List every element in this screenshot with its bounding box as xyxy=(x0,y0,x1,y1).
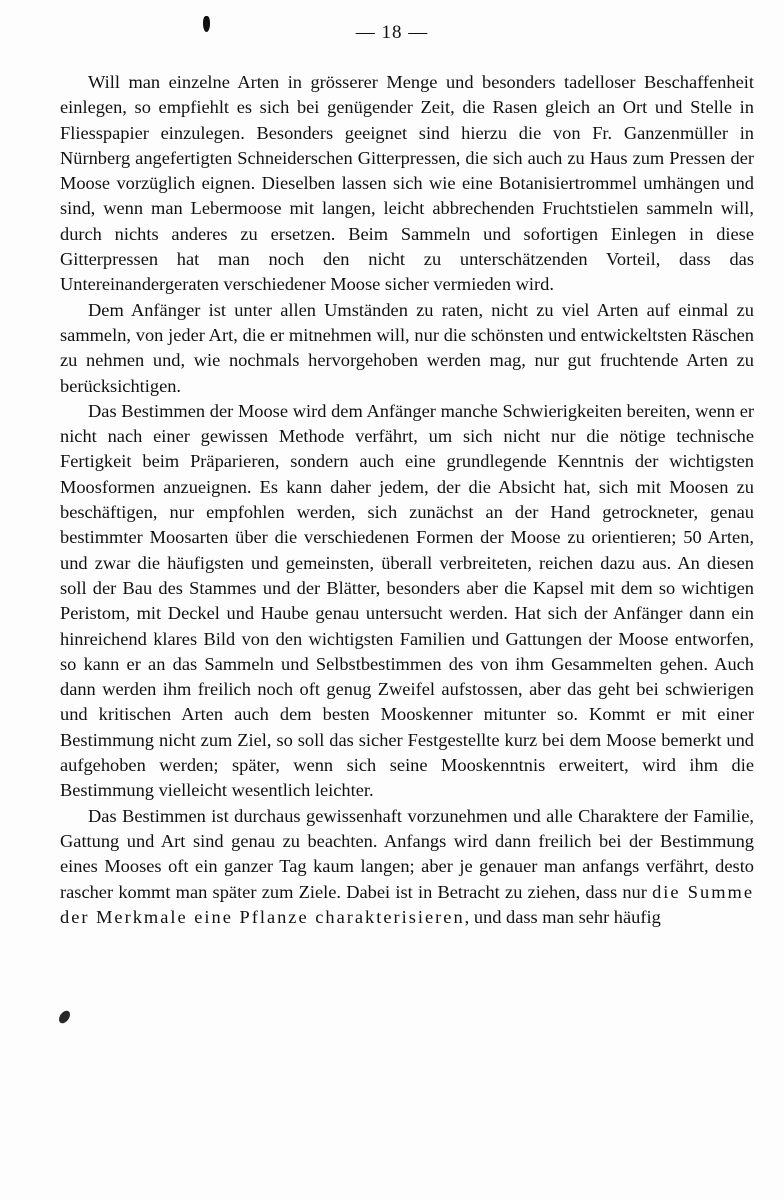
paragraph-text: , und dass man sehr häufig xyxy=(464,906,661,927)
paragraph: Dem Anfänger ist unter allen Umständen zu raten, nicht zu viel Arten auf einmal zu sammeln, von jeder Art, die er mitnehmen will, nur die schönsten und entwickeltsten Räschen zu nehmen und, wie nochmals hervorgehoben werden mag, nur gut fruchtende Arten zu berücksichtigen. xyxy=(60,299,754,396)
ink-blot-mark xyxy=(57,1009,72,1026)
body-text xyxy=(60,70,754,930)
paragraph: Das Bestimmen der Moose wird dem Anfänger manche Schwierigkeiten bereiten, wenn er nicht nach einer gewissen Methode verfährt, um sich nicht nur die nötige technische Fertigkeit beim Präparieren, sondern auch eine grundlegende Kenntnis der wichtigsten Moosformen anzueignen. Es kann daher jedem, der die Absicht hat, sich mit Moosen zu beschäftigen, nur empfohlen werden, sich zunächst an der Hand getrockneter, genau bestimmter Moosarten über die verschiedenen Formen der Moose zu orientieren; 50 Arten, und zwar die häufigsten und gemeinsten, überall verbreiteten, reichen dazu aus. An diesen soll der Bau des Stammes und der Blätter, besonders aber die Kapsel mit dem so wichtigen Peristom, mit Deckel und Haube genau untersucht werden. Hat sich der Anfänger dann ein hinreichend klares Bild von den wichtigsten Familien und Gattungen der Moose entworfen, so kann er an das Sammeln und Selbstbestimmen des von ihm Gesammelten gehen. Auch dann werden ihm freilich noch oft genug Zweifel aufstossen, aber das geht bei schwierigen und kritischen Arten auch dem besten Mooskenner mitunter so. Kommt er mit einer Bestimmung nicht zum Ziel, so soll das sicher Festgestellte kurz bei dem Moose bemerkt und aufgehoben werden; später, wenn sich seine Mooskenntnis erweitert, wird ihm die Bestimmung vielleicht wesentlich leichter. xyxy=(60,400,754,801)
paragraph: Will man einzelne Arten in grösserer Menge und besonders tadelloser Beschaffenheit einlegen, so empfiehlt es sich bei genügender Zeit, die Rasen gleich an Ort und Stelle in Fliesspapier einzulegen. Besonders geeignet sind hierzu die von Fr. Ganzenmüller in Nürnberg angefertigten Schneiderschen Gitterpressen, die sich auch zu Haus zum Pressen der Moose vorzüglich eignen. Dieselben lassen sich wie eine Botanisiertrommel umhängen und sind, wenn man Lebermoose mit langen, leicht abbrechenden Fruchtstielen sammeln will, durch nichts anderes zu ersetzen. Beim Sammeln und sofortigen Einlegen in diese Gitterpressen hat man noch den nicht zu unterschätzenden Vorteil, dass das Untereinandergeraten verschiedener Moose sicher vermieden wird. xyxy=(60,72,754,295)
paragraph xyxy=(60,804,754,930)
emphasized-text: die Summe der Merkmale eine Pflanze charakterisieren xyxy=(60,881,754,927)
paragraph-text: Das Bestimmen ist durchaus gewissenhaft vorzunehmen und alle Charaktere der Familie, Gattung und Art sind genau zu beachten. Anfangs wird dann freilich bei der Bestimmung eines Mooses oft ein ganzer Tag kaum langen; aber je genauer man anfangs verfährt, desto rascher kommt man später zum Ziele. Dabei ist in Betracht zu ziehen, dass nur xyxy=(60,805,754,902)
page-number: — 18 — xyxy=(355,22,429,43)
